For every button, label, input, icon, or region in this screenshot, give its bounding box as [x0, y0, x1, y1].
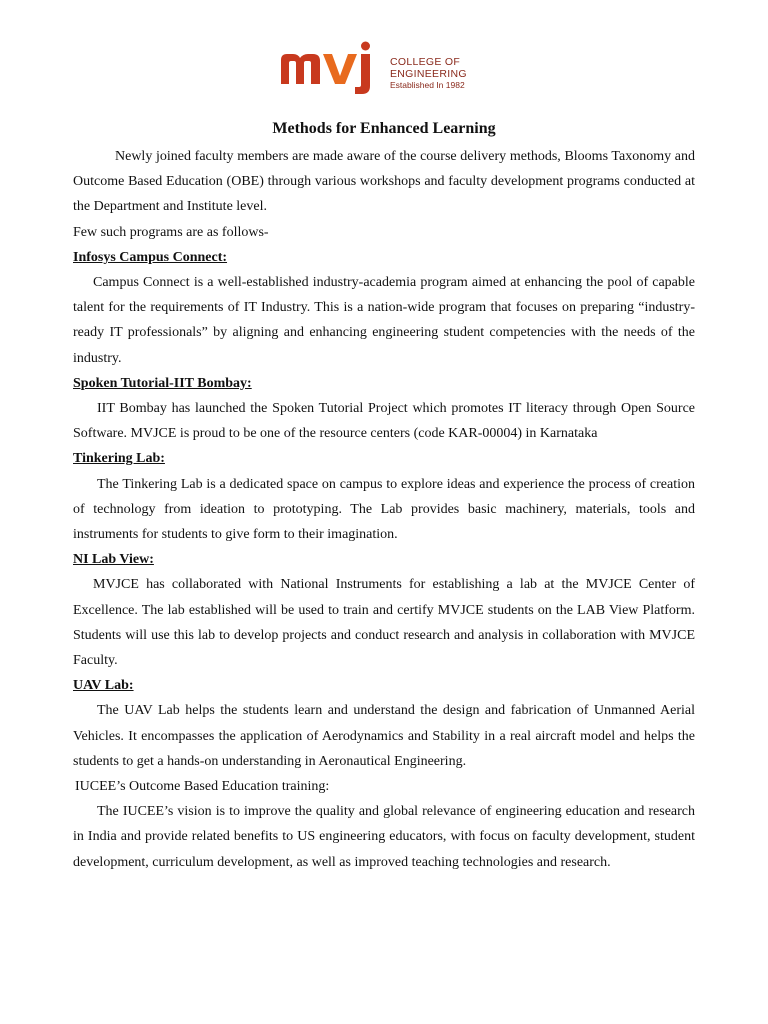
section-body-uav-lab: The UAV Lab helps the students learn and understand the design and fabrication of Unmanned Aerial Vehicles. It encompasses the application of Aerodynamics and Stability in a real aircraft model and helps the students to get a hands-on understanding in Aeronautical Engineering.	[73, 703, 695, 769]
section-body-ni-lab-view: MVJCE has collaborated with National Instruments for establishing a lab at the MVJCE Center of Excellence. The lab established will be used to train and certify MVJCE students on the LAB View Platform. Students will use this lab to develop projects and conduct research and analysis in collaboration with MVJCE Faculty.	[73, 577, 695, 669]
section-heading-tinkering-lab: Tinkering Lab:	[73, 451, 165, 467]
logo-line-college: COLLEGE OF	[390, 56, 461, 68]
intro-follow-line: Few such programs are as follows-	[73, 224, 269, 240]
section-heading-uav-lab: UAV Lab:	[73, 678, 134, 694]
section-body-infosys: Campus Connect is a well-established industry-academia program aimed at enhancing the pool of capable talent for the requirements of IT Industry. This is a nation-wide program that focuses on preparing “industry-ready IT professionals” by aligning and enhancing engineering student competencies with the needs of the industry.	[73, 275, 695, 366]
section-body-tinkering-lab: The Tinkering Lab is a dedicated space on campus to explore ideas and experience the process of creation of technology from ideation to prototyping. The Lab provides basic machinery, materials, tools and instruments for students to give form to their imagination.	[73, 476, 695, 543]
mvj-wordmark-icon	[279, 40, 391, 96]
section-body-iucee: The IUCEE’s vision is to improve the quality and global relevance of engineering education and research in India and provide related benefits to US engineering educators, with focus on faculty development, student development, curriculum development, as well as improved teaching technologies and research.	[73, 804, 695, 870]
document-body	[73, 144, 695, 875]
logo-text	[390, 56, 467, 91]
logo-line-engineering: ENGINEERING	[390, 68, 467, 80]
section-heading-infosys: Infosys Campus Connect:	[73, 249, 228, 265]
document-title: Methods for Enhanced Learning	[272, 120, 496, 137]
intro-paragraph: Newly joined faculty members are made aware of the course delivery methods, Blooms Taxonomy and Outcome Based Education (OBE) through various workshops and faculty development programs conducted at the Department and Institute level.	[73, 149, 695, 215]
section-body-spoken-tutorial: IIT Bombay has launched the Spoken Tutorial Project which promotes IT literacy through Open Source Software. MVJCE is proud to be one of the resource centers (code KAR-00004) in Karnataka	[73, 401, 695, 442]
section-heading-ni-lab-view: NI Lab View:	[73, 552, 154, 568]
section-heading-spoken-tutorial: Spoken Tutorial-IIT Bombay:	[73, 375, 252, 391]
logo-line-established: Established In 1982	[390, 80, 465, 90]
section-heading-iucee: IUCEE’s Outcome Based Education training:	[75, 779, 330, 795]
college-logo	[279, 40, 479, 96]
